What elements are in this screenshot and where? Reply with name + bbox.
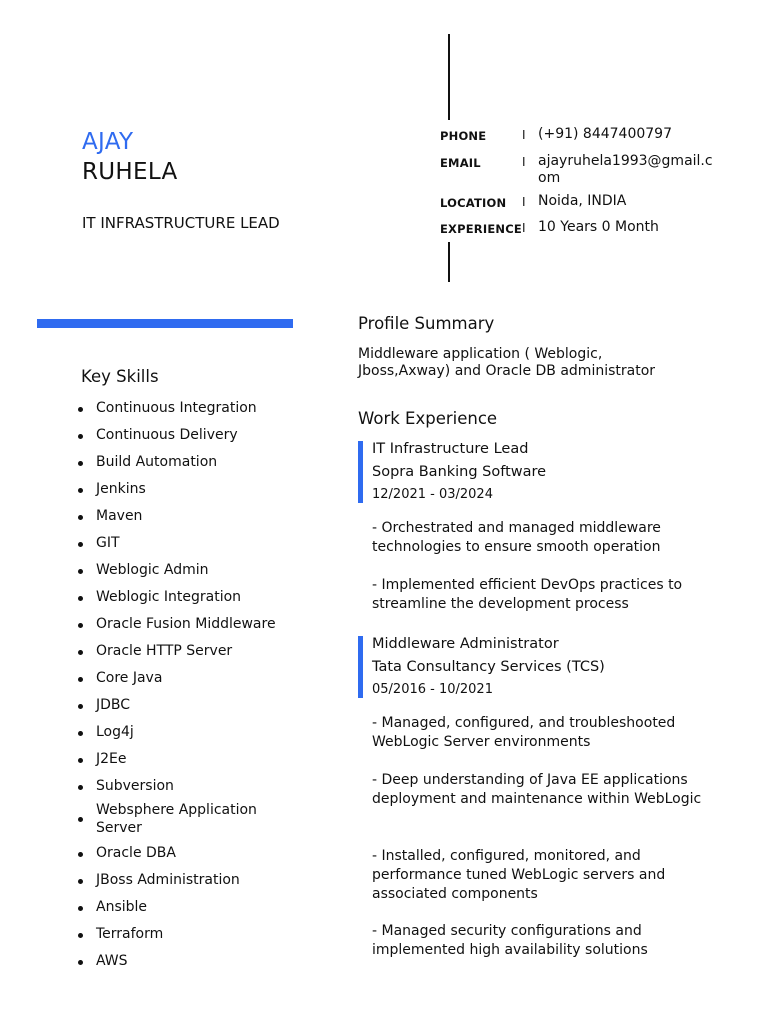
profile-heading: Profile Summary (358, 314, 495, 333)
skill-item (78, 801, 293, 837)
bullet-icon (78, 906, 83, 911)
bullet-icon (78, 785, 83, 790)
skill-label: Weblogic Admin (96, 562, 209, 578)
bullet-icon (78, 677, 83, 682)
skill-item (78, 400, 293, 417)
accent-bar (37, 319, 293, 328)
bullet-icon (78, 488, 83, 493)
bullet-icon (78, 817, 83, 822)
skill-item (78, 751, 293, 768)
job-company: Sopra Banking Software (372, 464, 547, 480)
skill-label: GIT (96, 535, 120, 551)
bullet-icon (78, 434, 83, 439)
skill-item (78, 643, 293, 660)
job-title: IT INFRASTRUCTURE LEAD (82, 214, 280, 232)
skill-label: Log4j (96, 724, 134, 740)
skills-heading: Key Skills (81, 367, 159, 386)
job-dates: 05/2016 - 10/2021 (372, 682, 493, 697)
experience-separator: I (522, 221, 526, 235)
last-name: RUHELA (82, 159, 178, 185)
skill-item (78, 724, 293, 741)
bullet-icon (78, 596, 83, 601)
skill-item (78, 670, 293, 687)
job-bullet: - Implemented efficient DevOps practices to streamline the development process (372, 577, 683, 612)
skill-item (78, 872, 293, 889)
skill-label: J2Ee (96, 751, 127, 767)
skill-label: Oracle HTTP Server (96, 643, 233, 659)
experience-value: 10 Years 0 Month (538, 219, 659, 235)
skill-label: AWS (96, 953, 128, 969)
phone-label: PHONE (440, 129, 487, 143)
bullet-icon (78, 758, 83, 763)
bullet-icon (78, 542, 83, 547)
skill-label: Subversion (96, 778, 174, 794)
location-label: LOCATION (440, 196, 507, 210)
bullet-icon (78, 569, 83, 574)
bullet-icon (78, 879, 83, 884)
bullet-icon (78, 407, 83, 412)
skill-item (78, 508, 293, 525)
job-role: Middleware Administrator (372, 636, 559, 652)
skill-item (78, 926, 293, 943)
skill-label: Websphere Application Server (96, 802, 257, 836)
job-bullet: - Orchestrated and managed middleware technologies to ensure smooth operation (372, 520, 661, 555)
first-name: AJAY (82, 129, 134, 155)
email-value: ajayruhela1993@gmail.com (538, 153, 713, 186)
skills-list (78, 400, 293, 970)
work-heading: Work Experience (358, 409, 498, 428)
phone-separator: I (522, 128, 526, 142)
bullet-icon (78, 650, 83, 655)
job-bullet: - Installed, configured, monitored, and performance tuned WebLogic servers and associated components (372, 848, 666, 902)
job-role: IT Infrastructure Lead (372, 441, 529, 457)
bullet-icon (78, 960, 83, 965)
experience-label: EXPERIENCE (440, 222, 522, 236)
skill-label: Terraform (96, 926, 164, 942)
job-accent-bar (358, 636, 363, 698)
email-separator: I (522, 155, 526, 169)
skill-label: Ansible (96, 899, 148, 915)
bullet-icon (78, 623, 83, 628)
bullet-icon (78, 515, 83, 520)
job-accent-bar (358, 441, 363, 503)
skill-label: Continuous Delivery (96, 427, 238, 443)
skill-label: JBoss Administration (96, 872, 240, 888)
skill-label: Weblogic Integration (96, 589, 242, 605)
skill-label: JDBC (96, 697, 131, 713)
skill-item (78, 454, 293, 471)
bullet-icon (78, 852, 83, 857)
skill-item (78, 953, 293, 970)
skill-label: Oracle DBA (96, 845, 176, 861)
skill-item (78, 697, 293, 714)
bullet-icon (78, 461, 83, 466)
location-separator: I (522, 195, 526, 209)
skill-item (78, 562, 293, 579)
job-bullet: - Managed security configurations and implemented high availability solutions (372, 923, 648, 958)
top-divider-line (448, 34, 450, 120)
job-bullet: - Deep understanding of Java EE applications deployment and maintenance within WebLogic (372, 772, 702, 807)
skill-item (78, 589, 293, 606)
skill-item (78, 616, 293, 633)
bullet-icon (78, 731, 83, 736)
skill-item (78, 427, 293, 444)
location-value: Noida, INDIA (538, 193, 627, 209)
phone-value: (+91) 8447400797 (538, 126, 672, 142)
skill-label: Maven (96, 508, 143, 524)
skill-label: Build Automation (96, 454, 218, 470)
skill-label: Jenkins (96, 481, 146, 497)
skill-label: Continuous Integration (96, 400, 257, 416)
bottom-divider-line (448, 242, 450, 282)
skill-item (78, 778, 293, 795)
skill-item (78, 535, 293, 552)
skill-label: Oracle Fusion Middleware (96, 616, 276, 632)
profile-summary-text: Middleware application ( Weblogic, Jboss,Axway) and Oracle DB administrator (358, 346, 656, 379)
skill-label: Core Java (96, 670, 163, 686)
email-label: EMAIL (440, 156, 481, 170)
skill-item (78, 899, 293, 916)
skill-item (78, 845, 293, 862)
skill-item (78, 481, 293, 498)
job-bullet: - Managed, configured, and troubleshooted WebLogic Server environments (372, 715, 676, 750)
job-company: Tata Consultancy Services (TCS) (372, 659, 605, 675)
job-dates: 12/2021 - 03/2024 (372, 487, 493, 502)
bullet-icon (78, 933, 83, 938)
bullet-icon (78, 704, 83, 709)
